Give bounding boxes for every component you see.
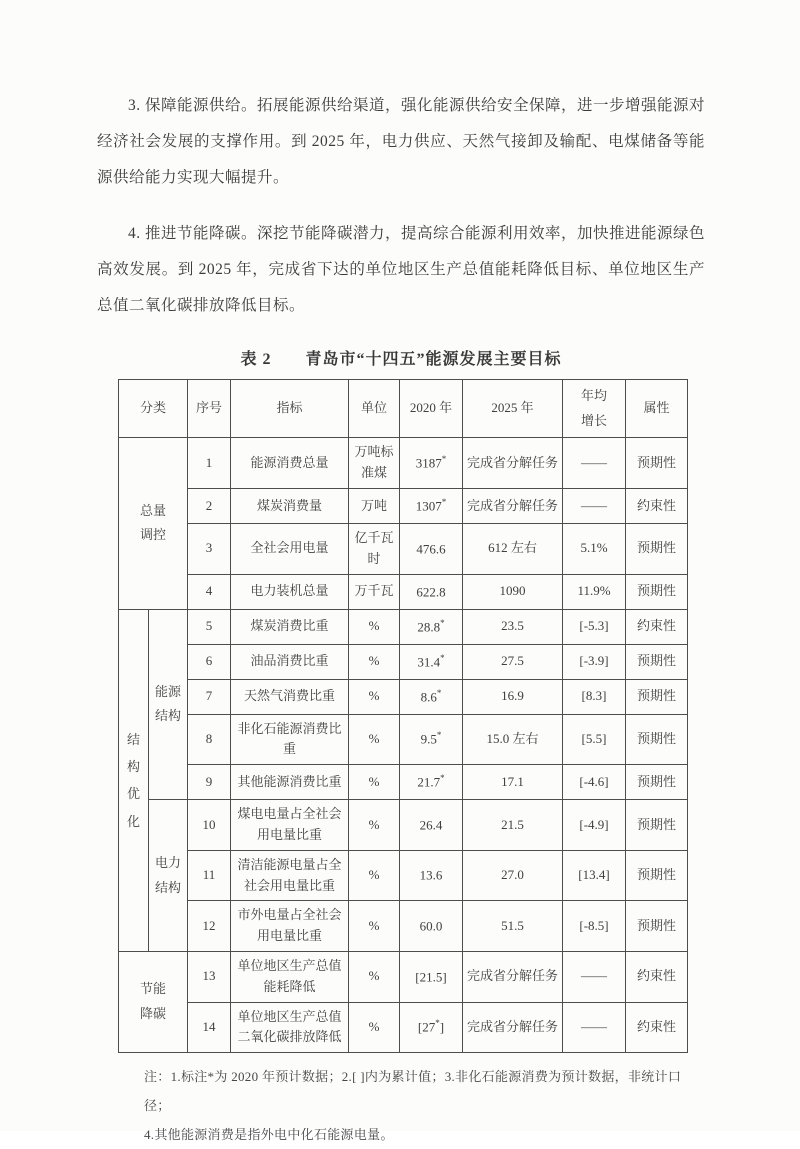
cell-2020: 1307* [400,488,463,523]
cell-num: 11 [188,850,231,901]
cell-2025: 21.5 [463,800,563,851]
cell-growth: —— [563,1002,626,1053]
cell-num: 2 [188,488,231,523]
cell-growth: [5.5] [563,714,626,765]
cell-unit: % [349,714,400,765]
cell-2020: 31.4* [400,644,463,679]
table-notes [118,1062,693,1149]
header-unit: 单位 [349,380,400,438]
cell-attr: 约束性 [626,488,688,523]
header-num: 序号 [188,380,231,438]
header-category: 分类 [119,380,188,438]
cell-2025: 17.1 [463,765,563,800]
cell-unit: 万千瓦 [349,574,400,609]
cell-growth: [-5.3] [563,609,626,644]
category-saving-carbon: 节能降碳 [119,951,188,1052]
cell-indicator: 清洁能源电量占全社会用电量比重 [231,850,349,901]
table-row [119,679,688,714]
cell-growth: 11.9% [563,574,626,609]
cell-2025: 27.0 [463,850,563,901]
cell-growth: —— [563,951,626,1002]
note-line-1: 注：1.标注*为 2020 年预计数据；2.[ ]内为累计值；3.非化石能源消费为预计数据，非统计口径； [144,1069,682,1114]
cell-indicator: 单位地区生产总值能耗降低 [231,951,349,1002]
cell-num: 7 [188,679,231,714]
cell-growth: [-8.5] [563,901,626,952]
cell-attr: 约束性 [626,951,688,1002]
cell-attr: 预期性 [626,574,688,609]
cell-num: 12 [188,901,231,952]
cell-num: 8 [188,714,231,765]
cell-attr: 预期性 [626,714,688,765]
cell-growth: [8.3] [563,679,626,714]
cell-growth: [-4.9] [563,800,626,851]
cell-attr: 预期性 [626,800,688,851]
cell-attr: 预期性 [626,644,688,679]
category-structure-opt: 结构优化 [119,609,149,951]
cell-attr: 预期性 [626,523,688,574]
cell-indicator: 煤电电量占全社会用电量比重 [231,800,349,851]
cell-growth: 5.1% [563,523,626,574]
cell-attr: 约束性 [626,609,688,644]
document-content [97,88,705,1149]
cell-num: 9 [188,765,231,800]
category-total-control: 总量调控 [119,438,188,609]
paragraph-energy-supply: 3. 保障能源供给。拓展能源供给渠道，强化能源供给安全保障，进一步增强能源对经济社会发展的支撑作用。到 2025 年，电力供应、天然气接卸及输配、电煤储备等能源供给能力实现大幅提升。 [97,97,706,186]
cell-attr: 预期性 [626,679,688,714]
cell-2025: 15.0 左右 [463,714,563,765]
category-energy-structure: 能源结构 [149,609,188,800]
cell-num: 14 [188,1002,231,1053]
cell-attr: 预期性 [626,901,688,952]
cell-unit: % [349,765,400,800]
table-row [119,714,688,765]
cell-indicator: 煤炭消费量 [231,488,349,523]
cell-2020: 28.8* [400,609,463,644]
cell-2020: 3187* [400,438,463,489]
cell-attr: 预期性 [626,850,688,901]
cell-unit: % [349,800,400,851]
cell-attr: 约束性 [626,1002,688,1053]
cell-2020: [21.5] [400,951,463,1002]
cell-2020: 26.4 [400,800,463,851]
cell-unit: % [349,679,400,714]
cell-2025: 1090 [463,574,563,609]
cell-indicator: 油品消费比重 [231,644,349,679]
cell-unit: 万吨标准煤 [349,438,400,489]
cell-2020: 8.6* [400,679,463,714]
paragraph-energy-saving: 4. 推进节能降碳。深挖节能降碳潜力，提高综合能源利用效率，加快推进能源绿色高效发展。到 2025 年，完成省下达的单位地区生产总值能耗降低目标、单位地区生产总值二氧化碳排放降低目标。 [97,225,706,314]
cell-attr: 预期性 [626,765,688,800]
cell-unit: % [349,1002,400,1053]
category-power-structure: 电力结构 [149,800,188,952]
cell-unit: 万吨 [349,488,400,523]
table-row [119,901,688,952]
cell-2025: 完成省分解任务 [463,438,563,489]
cell-num: 5 [188,609,231,644]
cell-2020: 60.0 [400,901,463,952]
cell-2025: 完成省分解任务 [463,488,563,523]
cell-indicator: 非化石能源消费比重 [231,714,349,765]
table-row [119,488,688,523]
table-row [119,523,688,574]
cell-indicator: 煤炭消费比重 [231,609,349,644]
cell-indicator: 全社会用电量 [231,523,349,574]
cell-2025: 16.9 [463,679,563,714]
cell-2020: 9.5* [400,714,463,765]
table-header-row [119,380,688,438]
cell-indicator: 市外电量占全社会用电量比重 [231,901,349,952]
table-row [119,765,688,800]
cell-indicator: 能源消费总量 [231,438,349,489]
cell-indicator: 电力装机总量 [231,574,349,609]
cell-growth: [-3.9] [563,644,626,679]
cell-2020: [27*] [400,1002,463,1053]
cell-num: 3 [188,523,231,574]
cell-unit: % [349,609,400,644]
header-attr: 属性 [626,380,688,438]
note-line-2: 4.其他能源消费是指外电中化石能源电量。 [144,1127,394,1143]
cell-unit: % [349,951,400,1002]
cell-unit: % [349,901,400,952]
header-growth: 年均增长 [563,380,626,438]
cell-indicator: 天然气消费比重 [231,679,349,714]
cell-2025: 完成省分解任务 [463,951,563,1002]
cell-2020: 13.6 [400,850,463,901]
cell-2025: 27.5 [463,644,563,679]
cell-attr: 预期性 [626,438,688,489]
cell-2020: 21.7* [400,765,463,800]
cell-unit: % [349,850,400,901]
table-row [119,438,688,489]
cell-unit: 亿千瓦时 [349,523,400,574]
cell-indicator: 单位地区生产总值二氧化碳排放降低 [231,1002,349,1053]
table-row [119,1002,688,1053]
cell-num: 6 [188,644,231,679]
cell-2025: 完成省分解任务 [463,1002,563,1053]
cell-num: 10 [188,800,231,851]
cell-growth: [13.4] [563,850,626,901]
table-row [119,609,688,644]
cell-growth: [-4.6] [563,765,626,800]
table-row [119,644,688,679]
header-2020: 2020 年 [400,380,463,438]
cell-2020: 476.6 [400,523,463,574]
cell-2020: 622.8 [400,574,463,609]
cell-growth: —— [563,488,626,523]
table-row [119,800,688,851]
cell-2025: 612 左右 [463,523,563,574]
table-title: 表 2 青岛市“十四五”能源发展主要目标 [240,351,562,368]
cell-2025: 51.5 [463,901,563,952]
energy-targets-table [118,379,688,1053]
cell-num: 4 [188,574,231,609]
cell-indicator: 其他能源消费比重 [231,765,349,800]
header-indicator: 指标 [231,380,349,438]
header-2025: 2025 年 [463,380,563,438]
cell-num: 1 [188,438,231,489]
table-row [119,850,688,901]
cell-2025: 23.5 [463,609,563,644]
cell-num: 13 [188,951,231,1002]
cell-growth: —— [563,438,626,489]
cell-unit: % [349,644,400,679]
table-row [119,951,688,1002]
table-row [119,574,688,609]
